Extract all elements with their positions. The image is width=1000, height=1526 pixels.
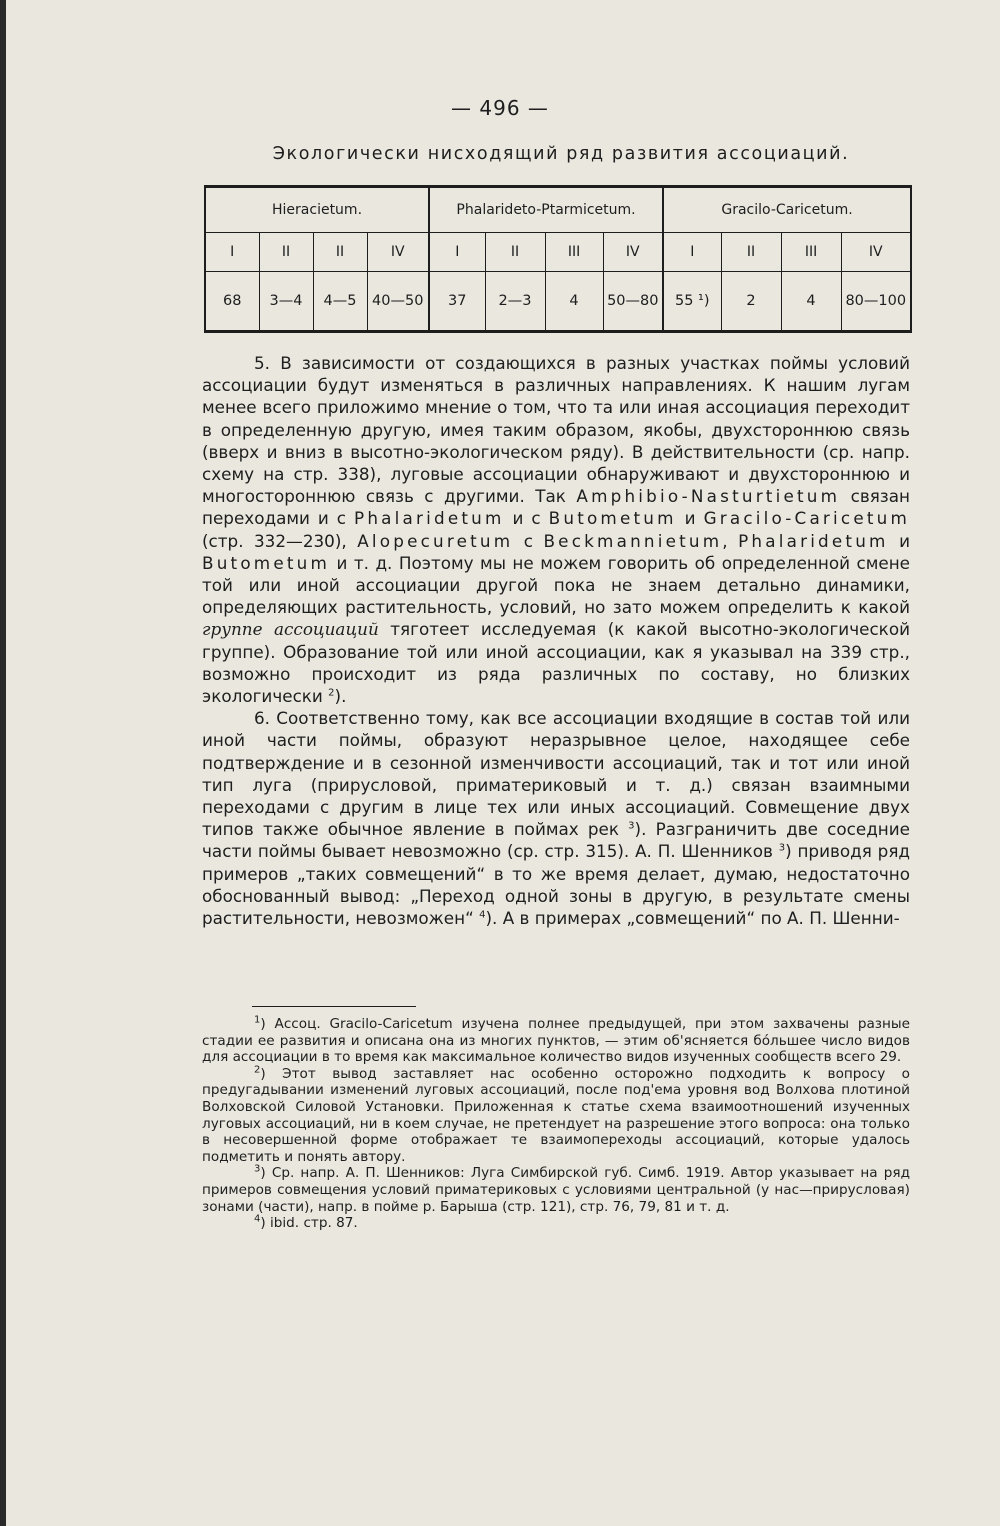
association-name: Butometum [548,508,677,529]
footnote-ref: 2 [328,687,335,699]
footnote: $^4$) ibid. стр. 87. [254,1213,358,1232]
group-header: Phalarideto-Ptarmicetum. [429,187,663,233]
association-name: Amphibio-Nasturtietum [576,486,841,507]
footnote: $^1$) Ассоц. Gracilo-Caricetum изучена полнее предыдущей, при этом захвачены разные стадии ее развития и описана она из многих пунктов, — этим об'ясняется бо́льшее число видов для ассоциации в то время как максимальное количество видов изученных сообществ всего 29. [202,1014,910,1066]
stage-cell: IV [603,233,663,272]
scan-edge [0,0,6,1526]
page-number: — 496 — [451,96,549,120]
footnote: $^2$) Этот вывод заставляет нас особенно осторожно подходить к вопросу о предугадывании изменений луговых ассоциаций, после под'ема уровня вод Волхова плотиной Волховской Силовой Установки. Приложенная к статье схема взаимоотношений изученных луговых ассоциаций, ни в коем случае, не претендует на разрешение этого вопроса: она только в несовершенной форме отображает те взаимопереходы ассоциаций, которые удалось подметить и понять автору. [202,1064,910,1165]
stage-cell: III [781,233,841,272]
footnote-ref: 3 [628,820,635,832]
emphasis-text: группе ассоциаций [202,619,379,640]
table-title: Экологически нисходящий ряд развития ассоциаций. [272,144,850,164]
paragraph-5: 5. В зависимости от создающихся в разных участках поймы условий ассоциации будут изменяться в различных направлениях. К нашим лугам менее всего приложимо мнение о том, что та или иная ассоциация переходит в определенную другую, имея таким образом, якобы, двухстороннюю связь (вверх и вниз в высотно-экологическом ряду). В действительности (ср. напр. схему на стр. 338), луговые ассоциации обнаруживают и двухстороннюю и многостороннюю связь с другими. Так Amphibio-Nasturtietum связан переходами и с Phalaridetum и с Butometum и Gracilo-Caricetum (стр. 332—230), Alopecuretum с Beckmannietum, Phalaridetum и Butometum и т. д. Поэтому мы не можем говорить об определенной смене той или иной ассоциации другой пока не знаем детально динамики, определяющих растительность, условий, но зато можем определить к какой группе ассоциаций тяготеет исследуемая (к какой высотно-экологической группе). Образование той или иной ассоциации, как я указывал на 339 стр., возможно происходит из ряда различных по составу, но близких экологически $^2$). [202,353,911,707]
value-cell: 2—3 [485,272,545,332]
stage-cell: II [259,233,313,272]
footnote-ref: 3 [778,842,786,854]
stage-cell: III [545,233,603,272]
association-name: Phalaridetum [354,508,505,529]
footnote-ref: 4 [479,909,486,921]
association-name: Alopecuretum [357,530,514,551]
stage-cell: I [429,233,485,272]
value-cell: 68 [205,272,259,332]
value-cell: 2 [721,272,781,332]
value-cell: 3—4 [259,272,313,332]
value-cell: 80—100 [841,272,911,332]
paragraph-6: 6. Соответственно тому, как все ассоциации входящие в состав той или иной части поймы, образуют неразрывное целое, находящее себе подтверждение и в сезонной изменчивости ассоциаций, так и тот или иной тип луга (прирусловой, приматериковый и т. д.) связан взаимными переходами с другим в лице тех или иных ассоциаций. Совмещение двух типов также обычное явление в поймах рек $^3$). Разграничить две соседние части поймы бывает невозможно (ср. стр. 315). А. П. Шенников $^3$) приводя ряд примеров „таких совмещений“ в то же время делает, думаю, недостаточно обоснованный вывод: „Переход одной зоны в другую, в результате смены растительности, невозможен“ $^4$). А в примерах „совмещений“ по А. П. Шенни- [202,708,911,929]
group-header: Hieracietum. [205,187,429,233]
footnote: $^3$) Ср. напр. А. П. Шенников: Луга Симбирской губ. Симб. 1919. Автор указывает на ряд примеров совмещения условий приматериковых с условиями центральной (у нас—прирусловая) зонами (части), напр. в пойме р. Барыша (стр. 121), стр. 76, 79, 81 и т. д. [202,1163,910,1215]
association-name: Butometum [202,552,331,573]
value-cell: 55 ¹) [663,272,721,332]
table-value-row [205,272,911,332]
association-name: Phalaridetum [738,530,889,551]
body-text [202,352,910,929]
association-name: Beckmannietum [543,530,723,551]
stage-cell: II [313,233,367,272]
value-cell: 4—5 [313,272,367,332]
stage-cell: I [663,233,721,272]
stage-cell: II [721,233,781,272]
value-cell: 4 [545,272,603,332]
footnotes [202,1016,910,1232]
value-cell: 50—80 [603,272,663,332]
stage-cell: IV [841,233,911,272]
table-group-header-row [205,187,911,233]
value-cell: 37 [429,272,485,332]
value-cell: 4 [781,272,841,332]
group-header: Gracilo-Caricetum. [663,187,911,233]
value-cell: 40—50 [367,272,429,332]
stage-cell: II [485,233,545,272]
stage-cell: I [205,233,259,272]
association-table [204,185,912,333]
table-stage-row [205,233,911,272]
stage-cell: IV [367,233,429,272]
footnote-divider [252,1006,416,1007]
association-name: Gracilo-Caricetum [703,508,911,529]
